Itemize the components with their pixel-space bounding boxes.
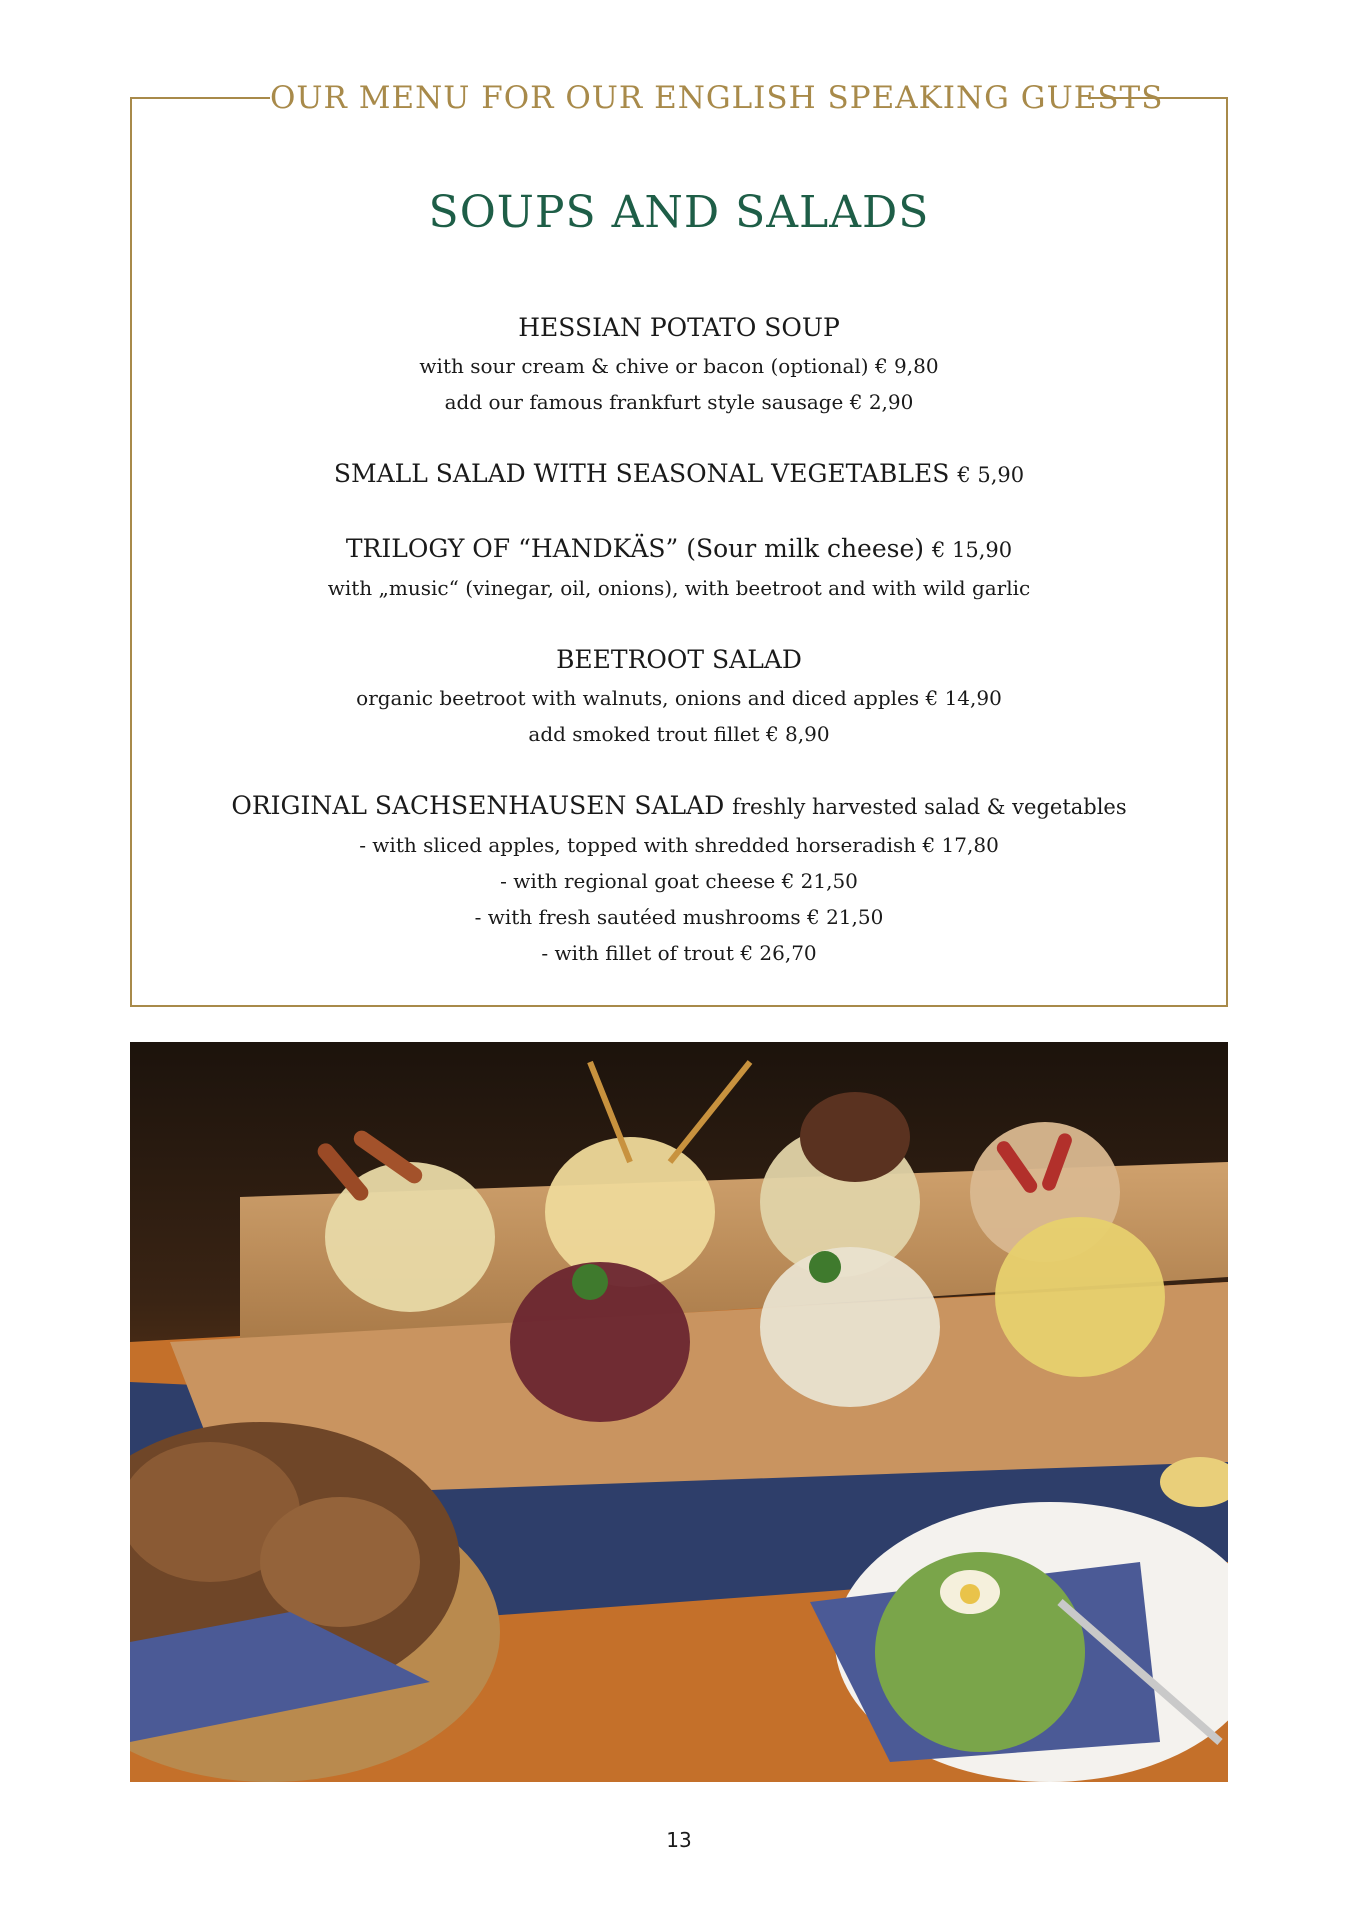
item-description: with „music“ (vinegar, oil, onions), with beetroot and with wild garlic: [327, 576, 1031, 600]
item-note: freshly harvested salad & vegetables: [732, 795, 1127, 819]
item-name: [130, 786, 1228, 827]
item-description: organic beetroot with walnuts, onions and diced apples € 14,90: [356, 686, 1002, 710]
item-name: HESSIAN POTATO SOUP: [518, 313, 840, 342]
item-description: add smoked trout fillet € 8,90: [528, 722, 830, 746]
section-title: SOUPS AND SALADS: [428, 187, 930, 238]
menu-item-sachsenhausen-salad: [130, 786, 1228, 971]
item-description: add our famous frankfurt style sausage € 2,90: [444, 390, 914, 414]
menu-item-small-salad: [130, 454, 1228, 495]
item-description: with sour cream & chive or bacon (optional) € 9,80: [419, 354, 939, 378]
item-description: - with regional goat cheese € 21,50: [500, 869, 858, 893]
item-name: [130, 454, 1228, 495]
menu-item-handkaes: [130, 529, 1228, 606]
menu-items: [130, 308, 1228, 1005]
item-description: - with sliced apples, topped with shredded horseradish € 17,80: [359, 833, 999, 857]
item-name: BEETROOT SALAD: [556, 645, 802, 674]
page-number: 13: [666, 1828, 692, 1852]
item-price: € 5,90: [957, 463, 1025, 487]
menu-item-potato-soup: [130, 308, 1228, 420]
item-price: € 15,90: [931, 538, 1013, 562]
item-description: - with fresh sautéed mushrooms € 21,50: [474, 905, 884, 929]
item-name-text: TRILOGY OF “HANDKÄS” (Sour milk cheese): [345, 534, 925, 563]
item-name-text: SMALL SALAD WITH SEASONAL VEGETABLES: [333, 459, 950, 488]
item-name-text: ORIGINAL SACHSENHAUSEN SALAD: [231, 791, 725, 820]
menu-banner: OUR MENU FOR OUR ENGLISH SPEAKING GUESTS: [270, 74, 1088, 122]
item-name: [130, 529, 1228, 570]
item-description: - with fillet of trout € 26,70: [541, 941, 817, 965]
menu-item-beetroot-salad: [130, 640, 1228, 752]
food-photo-icon: [130, 1042, 1228, 1782]
food-photo: [130, 1042, 1228, 1782]
